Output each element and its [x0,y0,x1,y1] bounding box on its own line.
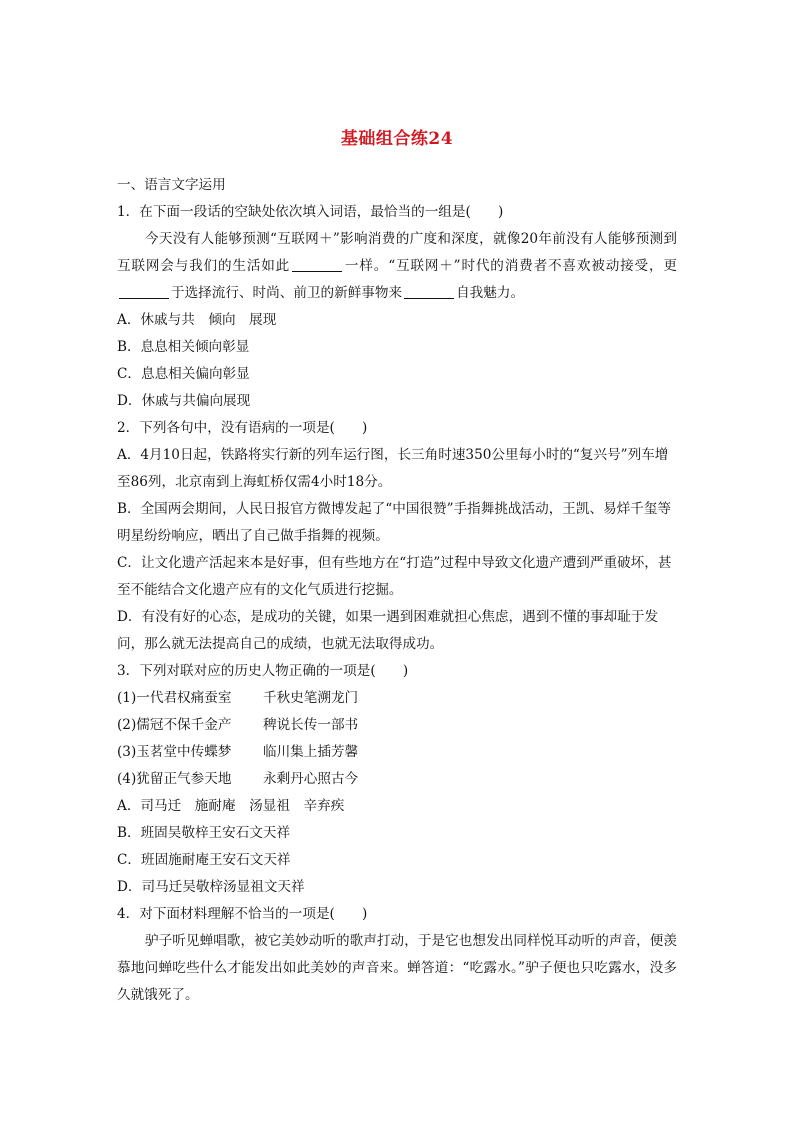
page-title: 基础组合练24 [340,129,454,149]
couplet-second-line: 千秋史笔溯龙门 [263,690,359,706]
couplet-row [117,739,677,766]
couplet-first-line: (1)一代君权痛蚕室 [117,690,232,706]
question-2-option-b: B．全国两会期间，人民日报官方微博发起了“中国很赞”手指舞挑战活动，王凯、易烊千玺等明星纷纷响应，晒出了自己做手指舞的视频。 [117,501,672,544]
question-4-stem: 4．对下面材料理解不恰当的一项是( ) [117,906,368,922]
couplet-second-line: 永剩丹心照古今 [263,771,359,787]
couplet-second-line: 稗说长传一部书 [263,717,359,733]
question-1-option-a: A．休戚与共 倾向 展现 [117,312,277,328]
couplet-second-line: 临川集上插芳馨 [263,744,359,760]
question-1-passage [117,226,677,307]
content-body [117,172,677,1009]
question-1-option-d: D．休戚与共偏向展现 [117,393,251,409]
fill-blank-3 [404,284,454,299]
fill-blank-2 [119,284,169,299]
question-2-option-d: D．有没有好的心态，是成功的关键，如果一遇到困难就担心焦虑，遇到不懂的事却耻于发问，那么就无法提高自己的成绩，也就无法取得成功。 [117,609,659,652]
question-3-option-d: D．司马迁吴敬梓汤显祖文天祥 [117,879,305,895]
couplet-row [117,712,677,739]
fill-blank-1 [292,257,342,272]
question-3-option-b: B．班固吴敬梓王安石文天祥 [117,825,291,841]
couplet-first-line: (4)犹留正气参天地 [117,771,232,787]
question-1-option-b: B．息息相关倾向彰显 [117,339,250,355]
couplet-first-line: (3)玉茗堂中传蝶梦 [117,744,232,760]
passage-text: 自我魅力。 [456,285,525,301]
question-3-stem: 3．下列对联对应的历史人物正确的一项是( ) [117,663,409,679]
couplet-first-line: (2)儒冠不保千金产 [117,717,232,733]
section-heading: 一、语言文字运用 [117,177,226,193]
question-2-option-a: A．4月10日起，铁路将实行新的列车运行图，长三角时速350公里每小时的“复兴号”列车增至86列，北京南到上海虹桥仅需4小时18分。 [117,447,669,490]
couplet-row [117,685,677,712]
passage-text: 一样。“互联网＋”时代的消费者不喜欢被动接受，更 [344,258,677,274]
question-3-option-c: C．班固施耐庵王安石文天祥 [117,852,291,868]
question-2-option-c: C．让文化遗产活起来本是好事，但有些地方在“打造”过程中导致文化遗产遭到严重破坏，甚至不能结合文化遗产应有的文化气质进行挖掘。 [117,555,672,598]
question-1-option-c: C．息息相关偏向彰显 [117,366,250,382]
question-2-stem: 2．下列各句中，没有语病的一项是( ) [117,420,368,436]
passage-text: 于选择流行、时尚、前卫的新鲜事物来 [171,285,403,301]
question-1-stem: 1．在下面一段话的空缺处依次填入词语，最恰当的一组是( ) [117,204,504,220]
question-4-passage: 驴子听见蝉唱歌，被它美妙动听的歌声打动，于是它也想发出同样悦耳动听的声音，便羡慕地问蝉吃些什么才能发出如此美妙的声音来。蝉答道：“吃露水。”驴子便也只吃露水，没多久就饿死了。 [117,933,677,1003]
passage-text: 今天没有人能够预测“互联网＋”影响消费的广度和深度，就像20年前没有人能够预测到互联网会与我们的生活如此 [117,231,677,274]
question-3-option-a: A．司马迁 施耐庵 汤显祖 辛弃疾 [117,798,345,814]
couplet-row [117,766,677,793]
